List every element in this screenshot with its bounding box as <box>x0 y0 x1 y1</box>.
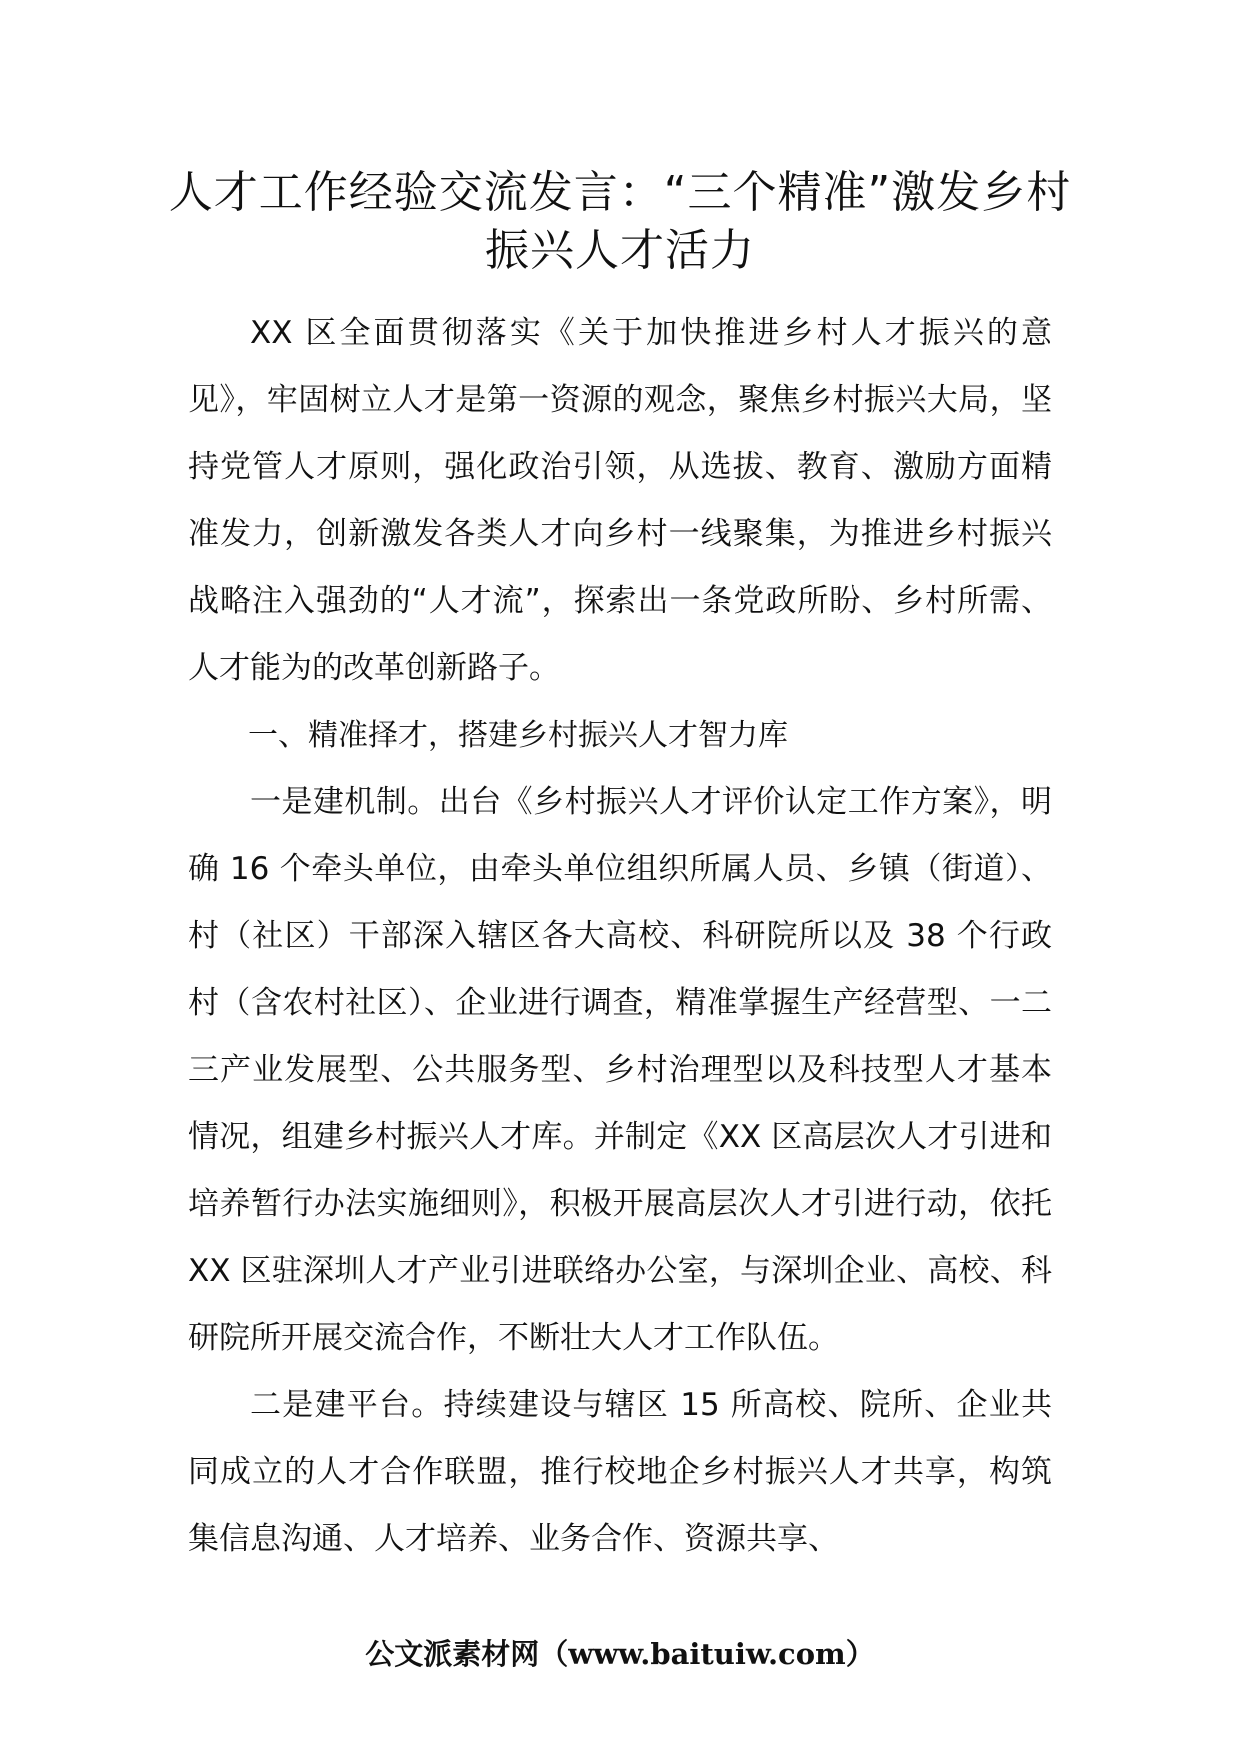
intro-paragraph: XX 区全面贯彻落实《关于加快推进乡村人才振兴的意见》，牢固树立人才是第一资源的观念，聚焦乡村振兴大局，坚持党管人才原则，强化政治引领，从选拔、教育、激励方面精准发力，创新激发各类人才向乡村一线聚集，为推进乡村振兴战略注入强劲的“人才流”，探索出一条党政所盼、乡村所需、人才能为的改革创新路子。 <box>188 315 1052 686</box>
body-paragraph: 二是建平台。持续建设与辖区 15 所高校、院所、企业共同成立的人才合作联盟，推行校地企乡村振兴人才共享，构筑集信息沟通、人才培养、业务合作、资源共享、 <box>188 1387 1052 1557</box>
footer-watermark: 公文派素材网（www.baituiw.com） <box>365 1637 875 1671</box>
body-paragraph: 一是建机制。出台《乡村振兴人才评价认定工作方案》，明确 16 个牵头单位，由牵头单位组织所属人员、乡镇（街道）、村（社区）干部深入辖区各大高校、科研院所以及 38 个行政村（含农村社区）、企业进行调查，精准掌握生产经营型、一二三产业发展型、公共服务型、乡村治理型以及科技型人才基本情况，组建乡村振兴人才库。并制定《XX 区高层次人才引进和培养暂行办法实施细则》，积极开展高层次人才引进行动，依托 XX 区驻深圳人才产业引进联络办公室，与深圳企业、高校、科研院所开展交流合作，不断壮大人才工作队伍。 <box>188 784 1052 1356</box>
section-heading: 一、精准择才，搭建乡村振兴人才智力库 <box>248 718 788 753</box>
document-body <box>188 300 1052 1573</box>
document-title: 人才工作经验交流发言：“三个精准”激发乡村振兴人才活力 <box>168 167 1072 276</box>
